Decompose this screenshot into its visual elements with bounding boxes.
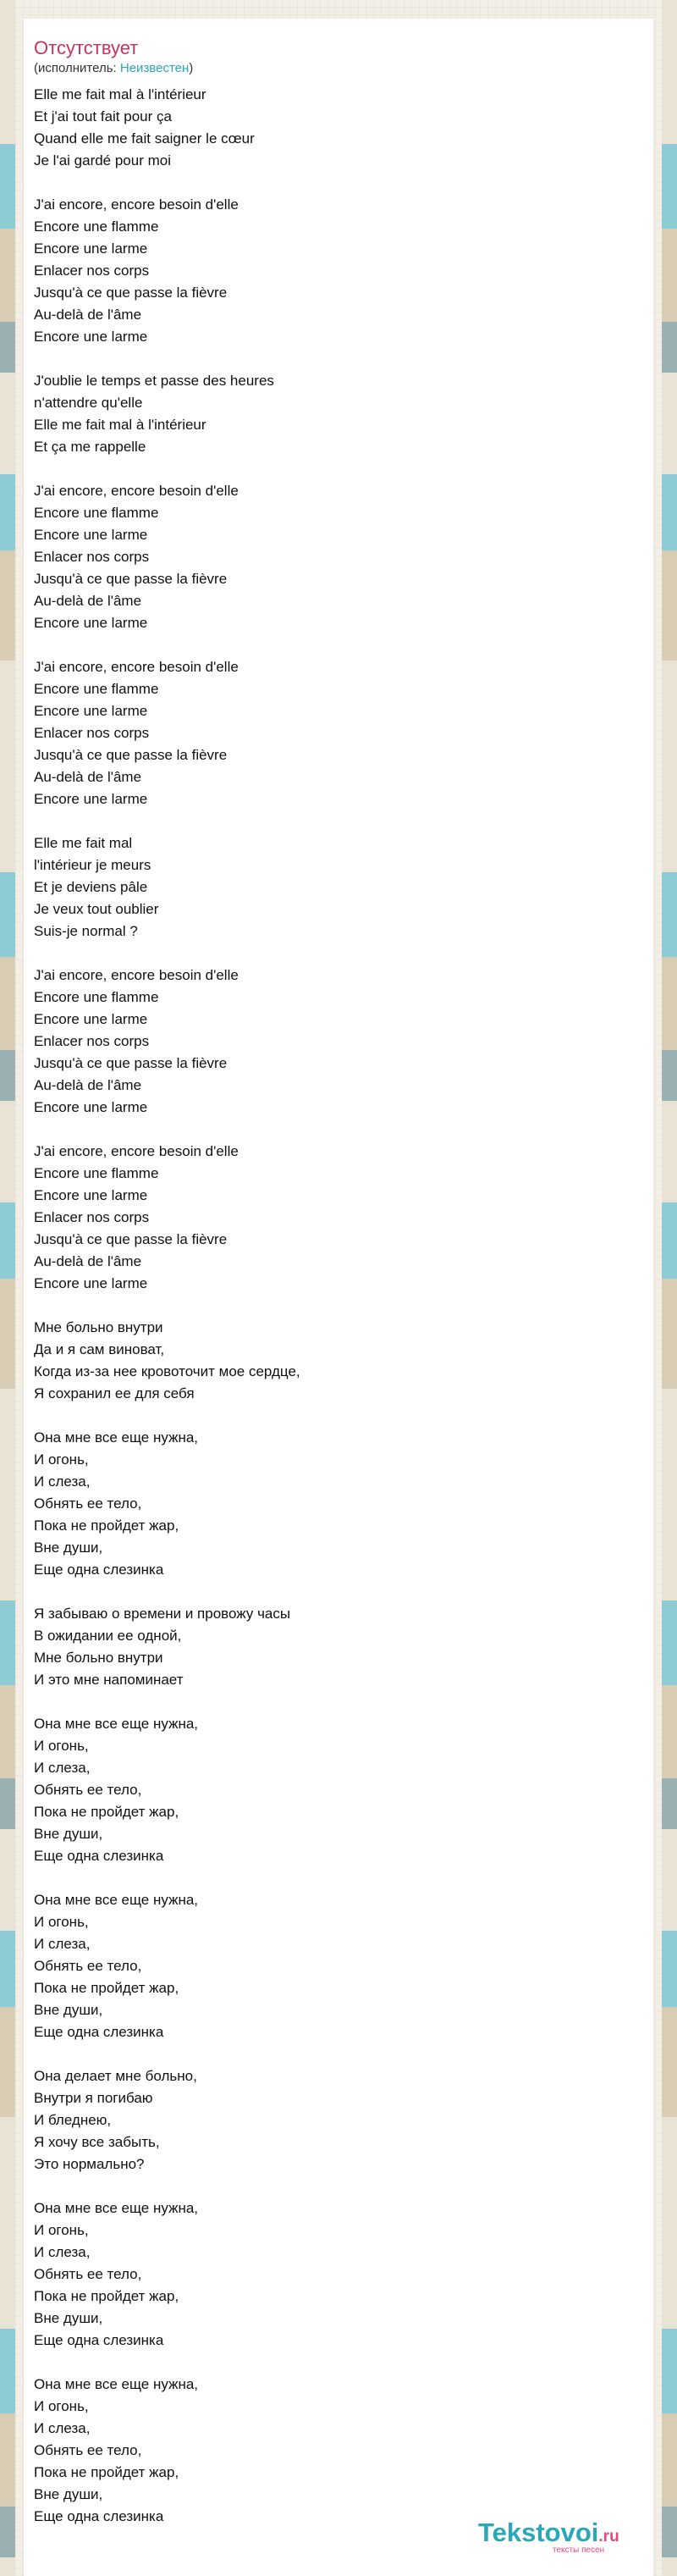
lyric-line: Jusqu'à ce que passe la fièvre: [34, 1055, 228, 1071]
lyric-line: n'attendre qu'elle: [34, 395, 143, 411]
lyric-line: Elle me fait mal: [34, 835, 133, 851]
decorative-stripe: [662, 1600, 677, 1685]
decorative-stripe: [0, 1685, 15, 1778]
decorative-stripe: [662, 1389, 677, 1457]
decorative-stripe: [0, 1279, 15, 1389]
lyric-line: Elle me fait mal à l'intérieur: [34, 86, 206, 102]
lyric-line: Я сохранил ее для себя: [34, 1385, 195, 1401]
decorative-stripe: [662, 2557, 677, 2576]
lyric-line: Et ça me rappelle: [34, 439, 146, 455]
lyric-line: Пока не пройдет жар,: [34, 2464, 179, 2480]
lyric-line: Обнять ее тело,: [34, 1782, 142, 1798]
lyric-line: Еще одна слезинка: [34, 2508, 164, 2524]
decorative-stripe: [0, 1389, 15, 1457]
decorative-stripe: [0, 474, 15, 550]
decorative-stripe: [662, 474, 677, 550]
stanza: [34, 1713, 626, 1867]
decorative-stripe: [0, 229, 15, 322]
lyric-line: Encore une flamme: [34, 1165, 159, 1181]
decorative-stripe: [662, 1829, 677, 1931]
decorative-stripe: [662, 373, 677, 474]
lyric-line: J'ai encore, encore besoin d'elle: [34, 196, 239, 213]
lyric-line: Au-delà de l'âme: [34, 307, 142, 323]
decorative-stripe: [662, 322, 677, 373]
lyric-line: J'ai encore, encore besoin d'elle: [34, 1143, 239, 1159]
lyric-line: Enlacer nos corps: [34, 725, 150, 741]
lyric-line: Мне больно внутри: [34, 1319, 163, 1335]
decorative-stripe: [0, 2413, 15, 2507]
lyric-line: И огонь,: [34, 2398, 89, 2414]
lyric-line: И огонь,: [34, 2222, 89, 2238]
decorative-stripe: [0, 1778, 15, 1829]
lyric-line: И огонь,: [34, 1914, 89, 1930]
decorative-stripe: [0, 0, 15, 144]
decorative-stripe: [662, 2329, 677, 2413]
decorative-stripe: [0, 1829, 15, 1931]
lyric-line: И слеза,: [34, 1936, 91, 1952]
decorative-stripe: [662, 1778, 677, 1829]
decorative-stripe: [0, 322, 15, 373]
lyric-line: Encore une larme: [34, 1275, 148, 1291]
lyric-line: Да и я сам виноват,: [34, 1341, 165, 1357]
lyric-line: Она мне все еще нужна,: [34, 2376, 199, 2392]
lyric-line: Au-delà de l'âme: [34, 1253, 142, 1269]
stanza: [34, 1317, 626, 1405]
decorative-stripe: [662, 144, 677, 229]
stanza: [34, 1427, 626, 1581]
lyric-line: Jusqu'à ce que passe la fièvre: [34, 747, 228, 763]
lyric-line: Я хочу все забыть,: [34, 2134, 160, 2150]
stanza: [34, 370, 626, 458]
decorative-stripe: [662, 1101, 677, 1202]
lyric-line: Et je deviens pâle: [34, 879, 148, 895]
decorative-stripe: [0, 550, 15, 661]
lyric-line: Еще одна слезинка: [34, 1848, 164, 1864]
decorative-stripe: [662, 872, 677, 957]
lyric-line: И бледнею,: [34, 2112, 112, 2128]
decorative-stripe: [0, 2117, 15, 2185]
lyric-line: Вне души,: [34, 1540, 103, 1556]
lyric-line: И слеза,: [34, 1760, 91, 1776]
lyric-line: Пока не пройдет жар,: [34, 2288, 179, 2304]
lyric-line: Обнять ее тело,: [34, 1958, 142, 1974]
lyric-line: Мне больно внутри: [34, 1650, 163, 1666]
lyric-line: Suis-je normal ?: [34, 923, 138, 939]
decorative-stripe: [0, 2557, 15, 2576]
lyric-line: Encore une flamme: [34, 218, 159, 235]
lyric-line: Au-delà de l'âme: [34, 769, 142, 785]
lyric-line: J'ai encore, encore besoin d'elle: [34, 659, 239, 675]
lyric-line: И огонь,: [34, 1738, 89, 1754]
lyric-line: Пока не пройдет жар,: [34, 1804, 179, 1820]
decorative-stripe: [0, 2329, 15, 2413]
lyric-line: Et j'ai tout fait pour ça: [34, 108, 172, 124]
decorative-stripe: [662, 1931, 677, 2007]
decorative-stripe: [0, 728, 15, 872]
decorative-stripe: [662, 1202, 677, 1279]
lyric-line: Она мне все еще нужна,: [34, 1716, 199, 1732]
decorative-stripe: [0, 1101, 15, 1202]
lyric-line: Еще одна слезинка: [34, 2332, 164, 2348]
lyric-line: Encore une larme: [34, 615, 148, 631]
artist-suffix: ): [189, 61, 194, 75]
lyric-line: И слеза,: [34, 2420, 91, 2436]
lyric-line: Обнять ее тело,: [34, 2266, 142, 2282]
lyric-line: Вне души,: [34, 2310, 103, 2326]
lyric-line: l'intérieur je meurs: [34, 857, 151, 873]
lyric-line: Encore une larme: [34, 1011, 148, 1027]
decorative-stripe: [0, 1600, 15, 1685]
decorative-stripe: [0, 957, 15, 1050]
lyric-line: И это мне напоминает: [34, 1672, 184, 1688]
lyric-line: J'oublie le temps et passe des heures: [34, 373, 274, 389]
lyric-line: Encore une larme: [34, 1099, 148, 1115]
lyrics-text: [34, 84, 626, 2550]
decorative-stripe: [662, 550, 677, 661]
lyric-line: Внутри я погибаю: [34, 2090, 153, 2106]
right-decorative-stripes: [662, 0, 677, 2576]
lyric-line: Encore une larme: [34, 1187, 148, 1203]
lyric-line: Jusqu'à ce que passe la fièvre: [34, 571, 228, 587]
artist-line: [34, 61, 193, 76]
lyric-line: Пока не пройдет жар,: [34, 1517, 179, 1534]
stanza: [34, 1603, 626, 1691]
lyric-line: Au-delà de l'âme: [34, 593, 142, 609]
lyric-line: J'ai encore, encore besoin d'elle: [34, 967, 239, 983]
decorative-stripe: [662, 2185, 677, 2329]
lyric-line: И слеза,: [34, 2244, 91, 2260]
lyric-line: Elle me fait mal à l'intérieur: [34, 417, 206, 433]
decorative-stripe: [662, 2507, 677, 2557]
stanza: [34, 656, 626, 810]
lyric-line: Jusqu'à ce que passe la fièvre: [34, 285, 228, 301]
artist-prefix: (исполнитель:: [34, 61, 120, 75]
lyric-line: Je l'ai gardé pour moi: [34, 152, 171, 169]
stanza: [34, 194, 626, 348]
decorative-stripe: [662, 661, 677, 728]
lyric-line: Она мне все еще нужна,: [34, 2200, 199, 2216]
site-logo[interactable]: [478, 2518, 656, 2561]
decorative-stripe: [0, 1457, 15, 1600]
decorative-stripe: [0, 872, 15, 957]
decorative-stripe: [0, 1931, 15, 2007]
lyric-line: Quand elle me fait saigner le cœur: [34, 130, 255, 146]
stanza: [34, 2065, 626, 2175]
logo-main-text: Tekstovoi: [478, 2518, 599, 2547]
decorative-stripe: [0, 373, 15, 474]
lyric-line: Это нормально?: [34, 2156, 145, 2172]
artist-link[interactable]: Неизвестен: [119, 61, 190, 75]
lyric-line: Обнять ее тело,: [34, 2442, 142, 2458]
lyric-line: Au-delà de l'âme: [34, 1077, 142, 1093]
stanza: [34, 84, 626, 172]
stanza: [34, 1141, 626, 1295]
decorative-stripe: [0, 2007, 15, 2117]
lyric-line: И слеза,: [34, 1473, 91, 1490]
stanza: [34, 832, 626, 943]
lyric-line: Вне души,: [34, 2002, 103, 2018]
decorative-stripe: [662, 229, 677, 322]
decorative-stripe: [0, 2507, 15, 2557]
decorative-stripe: [0, 2185, 15, 2329]
decorative-stripe: [662, 0, 677, 144]
lyric-line: Еще одна слезинка: [34, 2024, 164, 2040]
left-decorative-stripes: [0, 0, 15, 2576]
lyric-line: Вне души,: [34, 2486, 103, 2502]
decorative-stripe: [662, 1685, 677, 1778]
lyric-line: Enlacer nos corps: [34, 1209, 150, 1225]
stanza: [34, 2197, 626, 2352]
decorative-stripe: [662, 2007, 677, 2117]
decorative-stripe: [662, 2117, 677, 2185]
stanza: [34, 1889, 626, 2043]
lyric-line: Enlacer nos corps: [34, 1033, 150, 1049]
lyric-line: Она делает мне больно,: [34, 2068, 197, 2084]
lyric-line: Encore une larme: [34, 703, 148, 719]
lyric-line: Encore une flamme: [34, 681, 159, 697]
decorative-stripe: [0, 661, 15, 728]
decorative-stripe: [0, 1050, 15, 1101]
lyric-line: Enlacer nos corps: [34, 549, 150, 565]
lyric-line: Я забываю о времени и провожу часы: [34, 1606, 291, 1622]
lyric-line: Пока не пройдет жар,: [34, 1980, 179, 1996]
lyric-line: Encore une larme: [34, 791, 148, 807]
lyric-line: Когда из-за нее кровоточит мое сердце,: [34, 1363, 300, 1379]
stanza: [34, 2374, 626, 2528]
lyric-line: Еще одна слезинка: [34, 1562, 164, 1578]
lyric-line: Обнять ее тело,: [34, 1495, 142, 1512]
lyric-line: Она мне все еще нужна,: [34, 1892, 199, 1908]
lyric-line: Она мне все еще нужна,: [34, 1429, 199, 1446]
lyric-line: J'ai encore, encore besoin d'elle: [34, 483, 239, 499]
decorative-stripe: [662, 728, 677, 872]
lyric-line: Encore une flamme: [34, 505, 159, 521]
logo-tld-text: .ru: [598, 2528, 619, 2546]
lyric-line: Encore une larme: [34, 527, 148, 543]
stanza: [34, 965, 626, 1119]
decorative-stripe: [662, 1457, 677, 1600]
lyric-line: Encore une flamme: [34, 989, 159, 1005]
lyric-line: В ожидании ее одной,: [34, 1628, 182, 1644]
lyric-line: Enlacer nos corps: [34, 263, 150, 279]
song-title: Отсутствует: [34, 37, 139, 58]
lyric-line: Encore une larme: [34, 240, 148, 257]
lyric-line: И огонь,: [34, 1451, 89, 1468]
decorative-stripe: [662, 1279, 677, 1389]
logo-tagline: тексты песен: [553, 2546, 605, 2555]
stanza: [34, 480, 626, 634]
lyric-line: Вне души,: [34, 1826, 103, 1842]
decorative-stripe: [662, 957, 677, 1050]
decorative-stripe: [0, 144, 15, 229]
decorative-stripe: [662, 2413, 677, 2507]
decorative-stripe: [0, 1202, 15, 1279]
lyric-line: Jusqu'à ce que passe la fièvre: [34, 1231, 228, 1247]
lyric-line: Encore une larme: [34, 329, 148, 345]
lyric-line: Je veux tout oublier: [34, 901, 159, 917]
decorative-stripe: [662, 1050, 677, 1101]
